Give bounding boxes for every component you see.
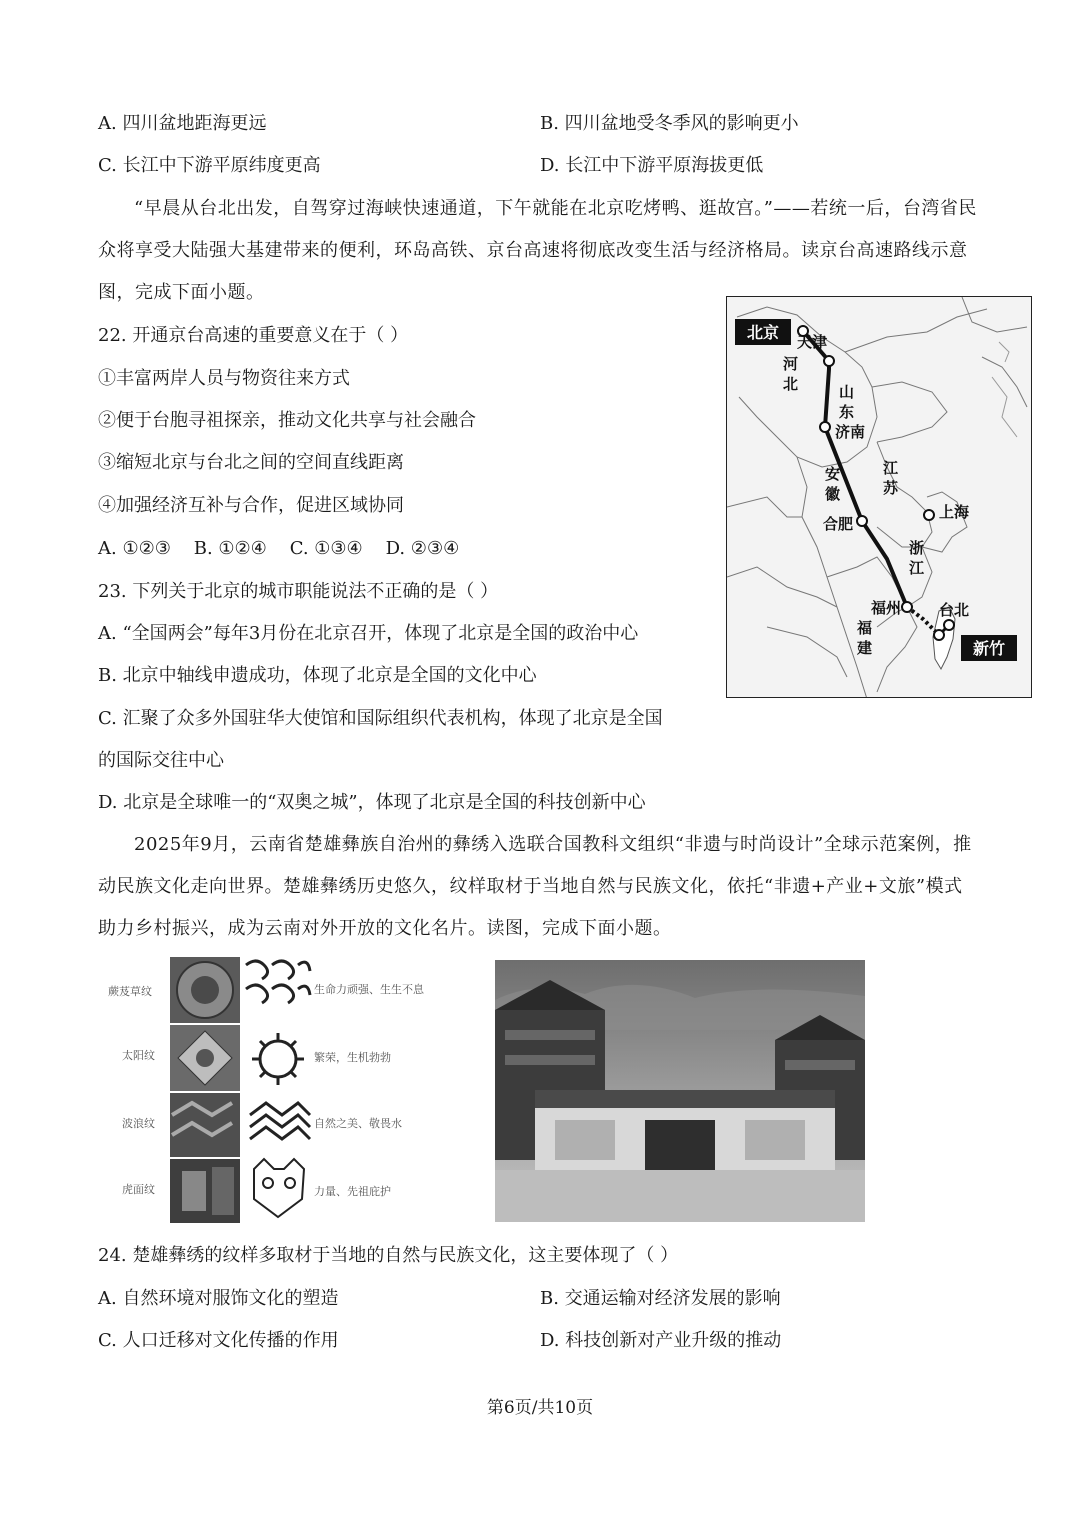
q23-option-d: D. 北京是全球唯一的“双奥之城”，体现了北京是全国的科技创新中心 bbox=[98, 792, 646, 813]
map-label-anhui-2: 徽 bbox=[825, 485, 841, 503]
yi-culture-building-photo bbox=[495, 960, 865, 1222]
map-label-hebei-1: 河 bbox=[783, 355, 799, 373]
pattern-meaning-3: 自然之美、敬畏水 bbox=[314, 1117, 402, 1130]
q23-option-c: C. 汇聚了众多外国驻华大使馆和国际组织代表机构，体现了北京是全国 bbox=[98, 708, 663, 729]
pattern-name-2: 太阳纹 bbox=[122, 1049, 155, 1062]
q24-option-c: C. 人口迁移对文化传播的作用 bbox=[98, 1330, 339, 1351]
q24-stem: 24. 楚雄彝绣的纹样多取材于当地的自然与民族文化，这主要体现了（ ） bbox=[98, 1245, 679, 1266]
map-label-shandong-2: 东 bbox=[839, 403, 855, 421]
q22-options: A. ①②③ B. ①②④ C. ①③④ D. ②③④ bbox=[98, 538, 460, 559]
map-label-fujian-1: 福 bbox=[857, 619, 873, 637]
q23-stem: 23. 下列关于北京的城市职能说法不正确的是（ ） bbox=[98, 581, 499, 602]
pattern-meaning-1: 生命力顽强、生生不息 bbox=[314, 983, 424, 996]
q21-option-a: A. 四川盆地距海更远 bbox=[98, 113, 267, 134]
q23-option-b: B. 北京中轴线申遗成功，体现了北京是全国的文化中心 bbox=[98, 665, 537, 686]
map-label-jinan: 济南 bbox=[835, 423, 866, 441]
passage-jingtai: “早晨从台北出发，自驾穿过海峡快速通道，下午就能在北京吃烤鸭、逛故宫。”——若统一后，台湾省民众将享受大陆强大基建带来的便利，环岛高铁、京台高速将彻底改变生活与经济格局。读京台高速路线示意图，完成下面小题。 bbox=[98, 198, 977, 303]
pattern-name-1: 蕨芨草纹 bbox=[108, 985, 152, 998]
q24-option-b: B. 交通运输对经济发展的影响 bbox=[540, 1288, 781, 1309]
map-label-hebei-2: 北 bbox=[783, 375, 799, 393]
map-label-jiangsu-1: 江 bbox=[883, 459, 899, 477]
pattern-name-3: 波浪纹 bbox=[122, 1117, 155, 1130]
q21-option-b: B. 四川盆地受冬季风的影响更小 bbox=[540, 113, 799, 134]
map-label-fujian-2: 建 bbox=[857, 639, 873, 657]
q21-option-d: D. 长江中下游平原海拔更低 bbox=[540, 155, 764, 176]
pattern-name-4: 虎面纹 bbox=[122, 1183, 155, 1196]
q22-statement-4: ④加强经济互补与合作，促进区域协同 bbox=[98, 495, 404, 516]
q22-statement-3: ③缩短北京与台北之间的空间直线距离 bbox=[98, 452, 404, 473]
q22-statement-1: ①丰富两岸人员与物资往来方式 bbox=[98, 368, 350, 389]
map-label-jiangsu-2: 苏 bbox=[883, 479, 899, 497]
pattern-meaning-4: 力量、先祖庇护 bbox=[314, 1185, 391, 1198]
map-label-anhui-1: 安 bbox=[825, 465, 841, 483]
map-label-zhejiang-1: 浙 bbox=[909, 539, 925, 557]
map-label-shandong-1: 山 bbox=[839, 383, 855, 401]
map-label-tianjin: 天津 bbox=[797, 333, 828, 351]
q22-stem: 22. 开通京台高速的重要意义在于（ ） bbox=[98, 325, 409, 346]
map-label-shanghai: 上海 bbox=[939, 503, 970, 521]
pattern-meaning-2: 繁荣，生机勃勃 bbox=[314, 1051, 391, 1064]
page-footer: 第6页/共10页 bbox=[486, 1398, 594, 1418]
map-label-fuzhou: 福州 bbox=[871, 599, 902, 617]
passage-yi-embroidery: 2025年9月，云南省楚雄彝族自治州的彝绣入选联合国教科文组织“非遗与时尚设计”全球示范案例，推动民族文化走向世界。楚雄彝绣历史悠久，纹样取材于当地自然与民族文化，依托“非遗+产业+文旅”模式助力乡村振兴，成为云南对外开放的文化名片。读图，完成下面小题。 bbox=[98, 834, 972, 939]
map-label-hefei: 合肥 bbox=[823, 515, 854, 533]
q23-option-a: A. “全国两会”每年3月份在北京召开，体现了北京是全国的政治中心 bbox=[98, 623, 639, 644]
embroidery-pattern-figure bbox=[102, 955, 442, 1225]
q24-option-a: A. 自然环境对服饰文化的塑造 bbox=[98, 1288, 339, 1309]
q23-option-c-cont: 的国际交往中心 bbox=[98, 750, 224, 771]
q24-option-d: D. 科技创新对产业升级的推动 bbox=[540, 1330, 782, 1351]
q21-option-c: C. 长江中下游平原纬度更高 bbox=[98, 155, 321, 176]
map-label-zhejiang-2: 江 bbox=[909, 559, 925, 577]
map-label-beijing: 北京 bbox=[746, 323, 780, 342]
map-label-taibei: 台北 bbox=[939, 601, 970, 619]
jingtai-expressway-map bbox=[726, 296, 1032, 698]
q22-statement-2: ②便于台胞寻祖探亲，推动文化共享与社会融合 bbox=[98, 410, 476, 431]
map-label-xinzhu: 新竹 bbox=[972, 639, 1006, 658]
